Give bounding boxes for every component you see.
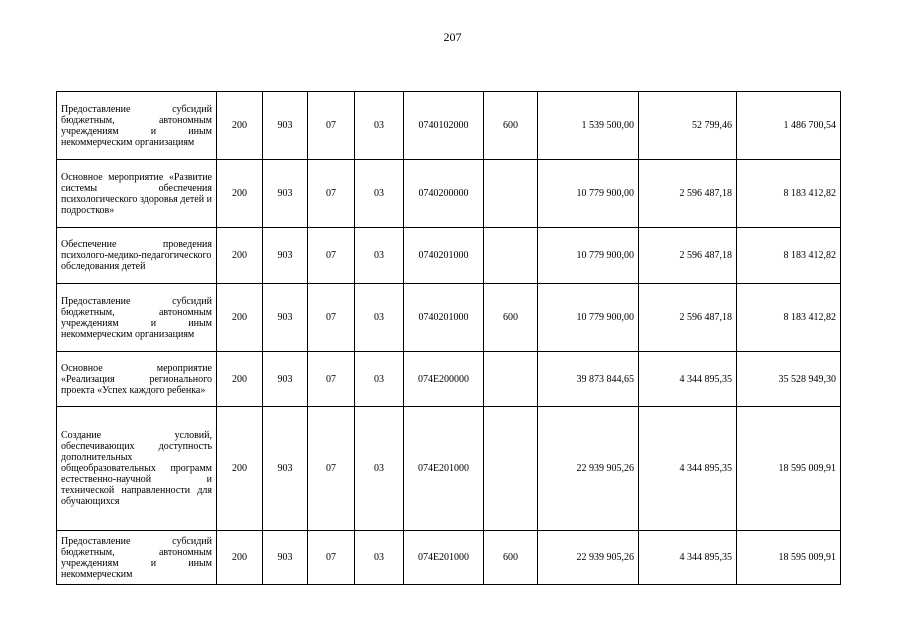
cell-sum3: 8 183 412,82 xyxy=(737,228,841,284)
cell-sum2: 4 344 895,35 xyxy=(639,407,737,531)
row-name: Основное мероприятие «Реализация регионального проекта «Успех каждого ребенка» xyxy=(57,352,217,407)
cell-sum3: 1 486 700,54 xyxy=(737,92,841,160)
cell-ministry: 903 xyxy=(263,407,308,531)
cell-section: 07 xyxy=(308,352,355,407)
cell-ministry: 903 xyxy=(263,352,308,407)
cell-expense xyxy=(484,352,538,407)
table-row xyxy=(57,352,841,407)
cell-target: 0740200000 xyxy=(404,160,484,228)
cell-ministry: 903 xyxy=(263,228,308,284)
cell-target: 074E201000 xyxy=(404,531,484,585)
cell-sum3: 18 595 009,91 xyxy=(737,407,841,531)
cell-sum1: 1 539 500,00 xyxy=(538,92,639,160)
cell-target: 074E200000 xyxy=(404,352,484,407)
cell-ministry: 903 xyxy=(263,284,308,352)
cell-subsection: 03 xyxy=(355,160,404,228)
page-number: 207 xyxy=(443,30,462,44)
cell-admin: 200 xyxy=(217,92,263,160)
table-row xyxy=(57,228,841,284)
cell-subsection: 03 xyxy=(355,92,404,160)
cell-sum1: 22 939 905,26 xyxy=(538,407,639,531)
cell-admin: 200 xyxy=(217,160,263,228)
cell-expense: 600 xyxy=(484,92,538,160)
table-row xyxy=(57,92,841,160)
budget-table xyxy=(56,91,841,585)
cell-sum2: 2 596 487,18 xyxy=(639,160,737,228)
cell-expense xyxy=(484,228,538,284)
cell-sum1: 10 779 900,00 xyxy=(538,160,639,228)
cell-section: 07 xyxy=(308,228,355,284)
cell-sum2: 2 596 487,18 xyxy=(639,284,737,352)
cell-expense: 600 xyxy=(484,531,538,585)
cell-section: 07 xyxy=(308,92,355,160)
table-row xyxy=(57,531,841,585)
cell-admin: 200 xyxy=(217,352,263,407)
cell-section: 07 xyxy=(308,160,355,228)
row-name: Создание условий, обеспечивающих доступность дополнительных общеобразовательных программ естественно-научной и технической направленности для обучающихся xyxy=(57,407,217,531)
cell-target: 074E201000 xyxy=(404,407,484,531)
cell-subsection: 03 xyxy=(355,531,404,585)
table-row xyxy=(57,284,841,352)
cell-admin: 200 xyxy=(217,407,263,531)
cell-sum2: 2 596 487,18 xyxy=(639,228,737,284)
cell-expense xyxy=(484,160,538,228)
cell-target: 0740201000 xyxy=(404,284,484,352)
cell-ministry: 903 xyxy=(263,92,308,160)
row-name: Предоставление субсидий бюджетным, автономным учреждениям и иным некоммерческим организациям xyxy=(57,284,217,352)
cell-section: 07 xyxy=(308,407,355,531)
cell-section: 07 xyxy=(308,531,355,585)
cell-sum1: 22 939 905,26 xyxy=(538,531,639,585)
cell-sum2: 4 344 895,35 xyxy=(639,352,737,407)
cell-subsection: 03 xyxy=(355,284,404,352)
row-name: Предоставление субсидий бюджетным, автономным учреждениям и иным некоммерческим организациям xyxy=(57,92,217,160)
cell-target: 0740201000 xyxy=(404,228,484,284)
cell-sum1: 10 779 900,00 xyxy=(538,228,639,284)
cell-sum2: 4 344 895,35 xyxy=(639,531,737,585)
cell-subsection: 03 xyxy=(355,228,404,284)
table-row xyxy=(57,160,841,228)
cell-admin: 200 xyxy=(217,284,263,352)
table-row xyxy=(57,407,841,531)
cell-admin: 200 xyxy=(217,228,263,284)
cell-sum3: 35 528 949,30 xyxy=(737,352,841,407)
cell-sum3: 8 183 412,82 xyxy=(737,284,841,352)
cell-subsection: 03 xyxy=(355,407,404,531)
cell-expense xyxy=(484,407,538,531)
cell-sum1: 10 779 900,00 xyxy=(538,284,639,352)
cell-expense: 600 xyxy=(484,284,538,352)
cell-target: 0740102000 xyxy=(404,92,484,160)
cell-ministry: 903 xyxy=(263,160,308,228)
cell-section: 07 xyxy=(308,284,355,352)
row-name: Обеспечение проведения психолого-медико-педагогического обследования детей xyxy=(57,228,217,284)
cell-sum1: 39 873 844,65 xyxy=(538,352,639,407)
cell-sum3: 18 595 009,91 xyxy=(737,531,841,585)
row-name: Основное мероприятие «Развитие системы обеспечения психологического здоровья детей и подростков» xyxy=(57,160,217,228)
cell-sum2: 52 799,46 xyxy=(639,92,737,160)
cell-ministry: 903 xyxy=(263,531,308,585)
cell-admin: 200 xyxy=(217,531,263,585)
cell-sum3: 8 183 412,82 xyxy=(737,160,841,228)
row-name: Предоставление субсидий бюджетным, автономным учреждениям и иным некоммерческим xyxy=(57,531,217,585)
cell-subsection: 03 xyxy=(355,352,404,407)
